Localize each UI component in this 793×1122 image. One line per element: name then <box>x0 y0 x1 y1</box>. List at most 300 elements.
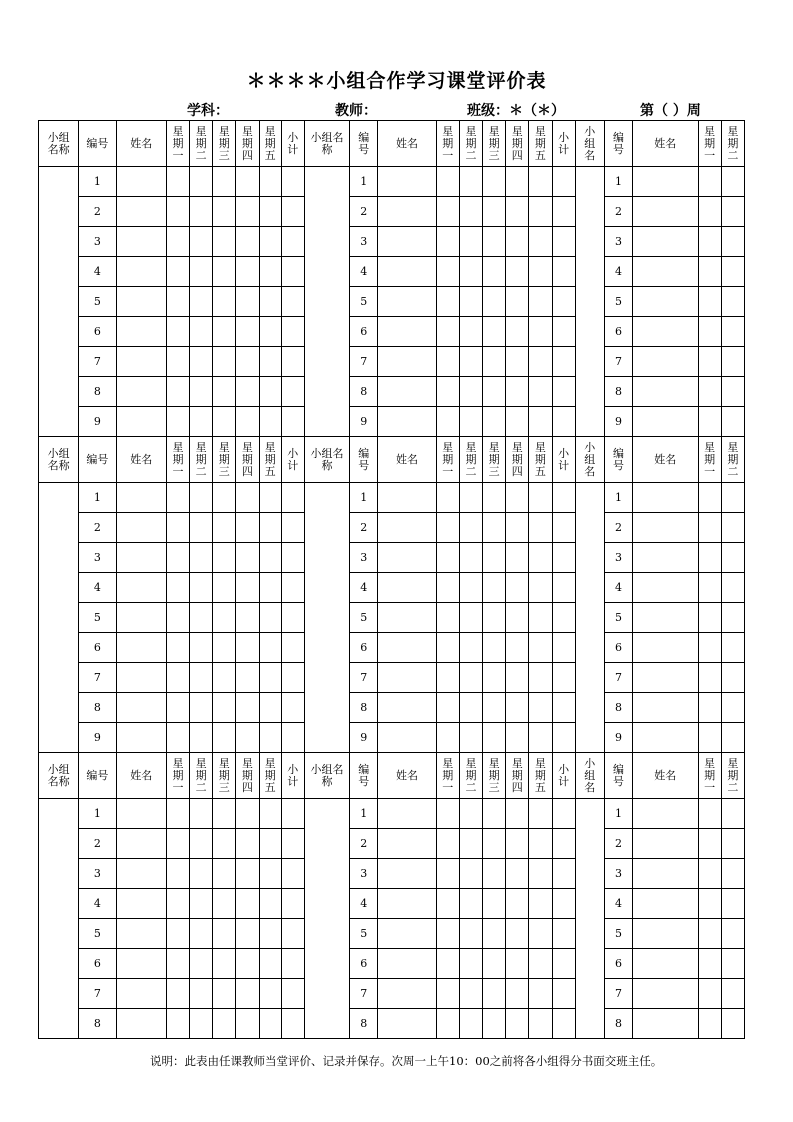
score-cell[interactable] <box>166 723 189 753</box>
score-cell[interactable] <box>259 663 281 693</box>
score-cell[interactable] <box>506 287 529 317</box>
name-cell[interactable] <box>633 483 698 513</box>
score-cell[interactable] <box>721 663 744 693</box>
name-cell[interactable] <box>633 377 698 407</box>
score-cell[interactable] <box>698 543 721 573</box>
score-cell[interactable] <box>259 347 281 377</box>
score-cell[interactable] <box>698 603 721 633</box>
score-cell[interactable] <box>721 693 744 723</box>
score-cell[interactable] <box>529 227 552 257</box>
score-cell[interactable] <box>236 949 259 979</box>
name-cell[interactable] <box>633 859 698 889</box>
score-cell[interactable] <box>459 257 482 287</box>
score-cell[interactable] <box>436 407 459 437</box>
name-cell[interactable] <box>116 287 166 317</box>
name-cell[interactable] <box>378 979 436 1009</box>
name-cell[interactable] <box>633 949 698 979</box>
score-cell[interactable] <box>698 723 721 753</box>
score-cell[interactable] <box>459 197 482 227</box>
score-cell[interactable] <box>506 859 529 889</box>
score-cell[interactable] <box>552 257 575 287</box>
name-cell[interactable] <box>116 633 166 663</box>
name-cell[interactable] <box>378 829 436 859</box>
score-cell[interactable] <box>436 377 459 407</box>
name-cell[interactable] <box>116 407 166 437</box>
score-cell[interactable] <box>552 227 575 257</box>
name-cell[interactable] <box>116 723 166 753</box>
group-name-cell[interactable] <box>575 483 604 753</box>
score-cell[interactable] <box>436 979 459 1009</box>
name-cell[interactable] <box>378 949 436 979</box>
score-cell[interactable] <box>506 1009 529 1039</box>
score-cell[interactable] <box>436 799 459 829</box>
score-cell[interactable] <box>506 723 529 753</box>
score-cell[interactable] <box>483 949 506 979</box>
score-cell[interactable] <box>259 693 281 723</box>
score-cell[interactable] <box>259 919 281 949</box>
score-cell[interactable] <box>552 167 575 197</box>
score-cell[interactable] <box>436 347 459 377</box>
score-cell[interactable] <box>552 513 575 543</box>
score-cell[interactable] <box>166 949 189 979</box>
score-cell[interactable] <box>281 859 304 889</box>
score-cell[interactable] <box>698 633 721 663</box>
name-cell[interactable] <box>378 287 436 317</box>
score-cell[interactable] <box>213 979 236 1009</box>
score-cell[interactable] <box>236 693 259 723</box>
score-cell[interactable] <box>213 859 236 889</box>
score-cell[interactable] <box>552 377 575 407</box>
score-cell[interactable] <box>166 799 189 829</box>
score-cell[interactable] <box>721 723 744 753</box>
score-cell[interactable] <box>213 603 236 633</box>
name-cell[interactable] <box>378 889 436 919</box>
score-cell[interactable] <box>259 543 281 573</box>
score-cell[interactable] <box>529 919 552 949</box>
score-cell[interactable] <box>190 829 213 859</box>
score-cell[interactable] <box>166 979 189 1009</box>
score-cell[interactable] <box>436 663 459 693</box>
score-cell[interactable] <box>459 317 482 347</box>
name-cell[interactable] <box>633 513 698 543</box>
score-cell[interactable] <box>236 483 259 513</box>
score-cell[interactable] <box>483 257 506 287</box>
score-cell[interactable] <box>166 859 189 889</box>
score-cell[interactable] <box>721 603 744 633</box>
score-cell[interactable] <box>459 663 482 693</box>
score-cell[interactable] <box>529 377 552 407</box>
score-cell[interactable] <box>281 167 304 197</box>
score-cell[interactable] <box>213 543 236 573</box>
score-cell[interactable] <box>166 227 189 257</box>
score-cell[interactable] <box>483 407 506 437</box>
score-cell[interactable] <box>236 1009 259 1039</box>
score-cell[interactable] <box>213 287 236 317</box>
score-cell[interactable] <box>436 543 459 573</box>
score-cell[interactable] <box>552 919 575 949</box>
score-cell[interactable] <box>552 829 575 859</box>
score-cell[interactable] <box>236 317 259 347</box>
score-cell[interactable] <box>483 889 506 919</box>
name-cell[interactable] <box>116 167 166 197</box>
score-cell[interactable] <box>259 257 281 287</box>
name-cell[interactable] <box>378 663 436 693</box>
group-name-cell[interactable] <box>39 799 79 1039</box>
score-cell[interactable] <box>483 693 506 723</box>
score-cell[interactable] <box>166 663 189 693</box>
score-cell[interactable] <box>236 197 259 227</box>
score-cell[interactable] <box>698 377 721 407</box>
score-cell[interactable] <box>529 543 552 573</box>
score-cell[interactable] <box>213 1009 236 1039</box>
score-cell[interactable] <box>236 347 259 377</box>
score-cell[interactable] <box>721 633 744 663</box>
score-cell[interactable] <box>483 663 506 693</box>
score-cell[interactable] <box>552 287 575 317</box>
score-cell[interactable] <box>190 799 213 829</box>
score-cell[interactable] <box>213 257 236 287</box>
name-cell[interactable] <box>378 543 436 573</box>
score-cell[interactable] <box>506 633 529 663</box>
score-cell[interactable] <box>190 317 213 347</box>
score-cell[interactable] <box>166 889 189 919</box>
score-cell[interactable] <box>281 603 304 633</box>
score-cell[interactable] <box>259 799 281 829</box>
score-cell[interactable] <box>721 799 744 829</box>
score-cell[interactable] <box>552 573 575 603</box>
score-cell[interactable] <box>506 167 529 197</box>
score-cell[interactable] <box>483 317 506 347</box>
score-cell[interactable] <box>483 377 506 407</box>
score-cell[interactable] <box>213 377 236 407</box>
name-cell[interactable] <box>633 227 698 257</box>
score-cell[interactable] <box>190 663 213 693</box>
score-cell[interactable] <box>698 197 721 227</box>
score-cell[interactable] <box>721 979 744 1009</box>
score-cell[interactable] <box>459 227 482 257</box>
score-cell[interactable] <box>281 513 304 543</box>
score-cell[interactable] <box>721 829 744 859</box>
score-cell[interactable] <box>552 663 575 693</box>
score-cell[interactable] <box>483 543 506 573</box>
name-cell[interactable] <box>378 257 436 287</box>
score-cell[interactable] <box>213 663 236 693</box>
name-cell[interactable] <box>116 889 166 919</box>
score-cell[interactable] <box>436 317 459 347</box>
score-cell[interactable] <box>529 483 552 513</box>
score-cell[interactable] <box>529 889 552 919</box>
score-cell[interactable] <box>459 573 482 603</box>
group-name-cell[interactable] <box>304 483 349 753</box>
score-cell[interactable] <box>166 197 189 227</box>
score-cell[interactable] <box>436 513 459 543</box>
score-cell[interactable] <box>436 859 459 889</box>
score-cell[interactable] <box>721 317 744 347</box>
name-cell[interactable] <box>116 483 166 513</box>
name-cell[interactable] <box>378 197 436 227</box>
score-cell[interactable] <box>552 949 575 979</box>
score-cell[interactable] <box>259 377 281 407</box>
score-cell[interactable] <box>436 693 459 723</box>
score-cell[interactable] <box>259 197 281 227</box>
score-cell[interactable] <box>166 513 189 543</box>
score-cell[interactable] <box>459 377 482 407</box>
score-cell[interactable] <box>459 407 482 437</box>
score-cell[interactable] <box>483 573 506 603</box>
score-cell[interactable] <box>213 513 236 543</box>
score-cell[interactable] <box>698 919 721 949</box>
score-cell[interactable] <box>213 693 236 723</box>
score-cell[interactable] <box>213 919 236 949</box>
name-cell[interactable] <box>116 197 166 227</box>
score-cell[interactable] <box>190 167 213 197</box>
score-cell[interactable] <box>236 723 259 753</box>
name-cell[interactable] <box>633 723 698 753</box>
score-cell[interactable] <box>459 919 482 949</box>
name-cell[interactable] <box>633 167 698 197</box>
score-cell[interactable] <box>281 889 304 919</box>
score-cell[interactable] <box>236 227 259 257</box>
score-cell[interactable] <box>459 167 482 197</box>
score-cell[interactable] <box>436 949 459 979</box>
score-cell[interactable] <box>213 573 236 603</box>
score-cell[interactable] <box>529 799 552 829</box>
score-cell[interactable] <box>459 513 482 543</box>
score-cell[interactable] <box>721 167 744 197</box>
name-cell[interactable] <box>633 317 698 347</box>
name-cell[interactable] <box>116 693 166 723</box>
name-cell[interactable] <box>633 829 698 859</box>
score-cell[interactable] <box>506 543 529 573</box>
name-cell[interactable] <box>633 663 698 693</box>
name-cell[interactable] <box>633 197 698 227</box>
name-cell[interactable] <box>378 859 436 889</box>
score-cell[interactable] <box>236 799 259 829</box>
score-cell[interactable] <box>259 573 281 603</box>
score-cell[interactable] <box>506 407 529 437</box>
score-cell[interactable] <box>483 603 506 633</box>
name-cell[interactable] <box>378 799 436 829</box>
score-cell[interactable] <box>459 979 482 1009</box>
score-cell[interactable] <box>552 723 575 753</box>
score-cell[interactable] <box>213 829 236 859</box>
score-cell[interactable] <box>259 889 281 919</box>
score-cell[interactable] <box>459 889 482 919</box>
score-cell[interactable] <box>698 1009 721 1039</box>
score-cell[interactable] <box>529 949 552 979</box>
score-cell[interactable] <box>213 723 236 753</box>
score-cell[interactable] <box>506 513 529 543</box>
score-cell[interactable] <box>436 167 459 197</box>
name-cell[interactable] <box>633 543 698 573</box>
name-cell[interactable] <box>633 287 698 317</box>
score-cell[interactable] <box>166 919 189 949</box>
name-cell[interactable] <box>378 483 436 513</box>
score-cell[interactable] <box>506 919 529 949</box>
score-cell[interactable] <box>190 407 213 437</box>
score-cell[interactable] <box>213 197 236 227</box>
score-cell[interactable] <box>698 257 721 287</box>
score-cell[interactable] <box>236 603 259 633</box>
score-cell[interactable] <box>459 347 482 377</box>
score-cell[interactable] <box>483 287 506 317</box>
score-cell[interactable] <box>552 347 575 377</box>
score-cell[interactable] <box>236 859 259 889</box>
score-cell[interactable] <box>529 317 552 347</box>
score-cell[interactable] <box>721 949 744 979</box>
name-cell[interactable] <box>378 573 436 603</box>
score-cell[interactable] <box>190 483 213 513</box>
score-cell[interactable] <box>436 829 459 859</box>
score-cell[interactable] <box>552 483 575 513</box>
score-cell[interactable] <box>721 859 744 889</box>
score-cell[interactable] <box>459 723 482 753</box>
score-cell[interactable] <box>281 723 304 753</box>
score-cell[interactable] <box>436 1009 459 1039</box>
score-cell[interactable] <box>459 633 482 663</box>
name-cell[interactable] <box>633 407 698 437</box>
name-cell[interactable] <box>633 1009 698 1039</box>
score-cell[interactable] <box>483 197 506 227</box>
score-cell[interactable] <box>166 573 189 603</box>
score-cell[interactable] <box>190 377 213 407</box>
score-cell[interactable] <box>552 603 575 633</box>
score-cell[interactable] <box>166 257 189 287</box>
score-cell[interactable] <box>529 167 552 197</box>
score-cell[interactable] <box>436 889 459 919</box>
score-cell[interactable] <box>213 227 236 257</box>
score-cell[interactable] <box>281 633 304 663</box>
score-cell[interactable] <box>506 317 529 347</box>
score-cell[interactable] <box>213 799 236 829</box>
score-cell[interactable] <box>259 633 281 663</box>
score-cell[interactable] <box>281 543 304 573</box>
score-cell[interactable] <box>190 227 213 257</box>
score-cell[interactable] <box>236 257 259 287</box>
score-cell[interactable] <box>190 347 213 377</box>
name-cell[interactable] <box>378 167 436 197</box>
score-cell[interactable] <box>259 1009 281 1039</box>
name-cell[interactable] <box>116 919 166 949</box>
name-cell[interactable] <box>116 799 166 829</box>
score-cell[interactable] <box>483 227 506 257</box>
score-cell[interactable] <box>190 979 213 1009</box>
name-cell[interactable] <box>116 859 166 889</box>
score-cell[interactable] <box>721 257 744 287</box>
score-cell[interactable] <box>552 543 575 573</box>
score-cell[interactable] <box>506 573 529 603</box>
score-cell[interactable] <box>236 287 259 317</box>
score-cell[interactable] <box>721 573 744 603</box>
score-cell[interactable] <box>529 723 552 753</box>
score-cell[interactable] <box>698 693 721 723</box>
score-cell[interactable] <box>166 603 189 633</box>
score-cell[interactable] <box>506 663 529 693</box>
score-cell[interactable] <box>506 693 529 723</box>
name-cell[interactable] <box>378 347 436 377</box>
score-cell[interactable] <box>281 227 304 257</box>
score-cell[interactable] <box>721 889 744 919</box>
score-cell[interactable] <box>483 1009 506 1039</box>
score-cell[interactable] <box>698 889 721 919</box>
score-cell[interactable] <box>698 949 721 979</box>
score-cell[interactable] <box>436 919 459 949</box>
score-cell[interactable] <box>436 257 459 287</box>
score-cell[interactable] <box>236 377 259 407</box>
score-cell[interactable] <box>552 889 575 919</box>
score-cell[interactable] <box>281 829 304 859</box>
score-cell[interactable] <box>259 287 281 317</box>
score-cell[interactable] <box>506 799 529 829</box>
name-cell[interactable] <box>116 1009 166 1039</box>
score-cell[interactable] <box>483 633 506 663</box>
score-cell[interactable] <box>236 663 259 693</box>
score-cell[interactable] <box>190 859 213 889</box>
score-cell[interactable] <box>721 483 744 513</box>
score-cell[interactable] <box>552 859 575 889</box>
score-cell[interactable] <box>459 603 482 633</box>
score-cell[interactable] <box>552 799 575 829</box>
score-cell[interactable] <box>721 197 744 227</box>
name-cell[interactable] <box>633 979 698 1009</box>
score-cell[interactable] <box>166 167 189 197</box>
score-cell[interactable] <box>236 889 259 919</box>
score-cell[interactable] <box>190 723 213 753</box>
score-cell[interactable] <box>281 693 304 723</box>
score-cell[interactable] <box>483 859 506 889</box>
score-cell[interactable] <box>459 829 482 859</box>
score-cell[interactable] <box>259 829 281 859</box>
name-cell[interactable] <box>378 693 436 723</box>
score-cell[interactable] <box>552 693 575 723</box>
score-cell[interactable] <box>436 483 459 513</box>
score-cell[interactable] <box>529 347 552 377</box>
score-cell[interactable] <box>721 919 744 949</box>
group-name-cell[interactable] <box>304 799 349 1039</box>
score-cell[interactable] <box>236 829 259 859</box>
score-cell[interactable] <box>698 287 721 317</box>
score-cell[interactable] <box>483 167 506 197</box>
name-cell[interactable] <box>378 633 436 663</box>
score-cell[interactable] <box>190 633 213 663</box>
score-cell[interactable] <box>436 287 459 317</box>
score-cell[interactable] <box>506 483 529 513</box>
name-cell[interactable] <box>116 979 166 1009</box>
name-cell[interactable] <box>116 227 166 257</box>
name-cell[interactable] <box>378 317 436 347</box>
score-cell[interactable] <box>698 483 721 513</box>
name-cell[interactable] <box>116 543 166 573</box>
score-cell[interactable] <box>721 407 744 437</box>
score-cell[interactable] <box>483 919 506 949</box>
name-cell[interactable] <box>378 377 436 407</box>
name-cell[interactable] <box>378 1009 436 1039</box>
name-cell[interactable] <box>116 347 166 377</box>
score-cell[interactable] <box>213 889 236 919</box>
name-cell[interactable] <box>633 603 698 633</box>
score-cell[interactable] <box>506 603 529 633</box>
name-cell[interactable] <box>116 573 166 603</box>
group-name-cell[interactable] <box>575 167 604 437</box>
score-cell[interactable] <box>190 543 213 573</box>
score-cell[interactable] <box>190 287 213 317</box>
name-cell[interactable] <box>633 919 698 949</box>
score-cell[interactable] <box>529 407 552 437</box>
score-cell[interactable] <box>506 377 529 407</box>
score-cell[interactable] <box>259 603 281 633</box>
name-cell[interactable] <box>116 829 166 859</box>
group-name-cell[interactable] <box>575 799 604 1039</box>
